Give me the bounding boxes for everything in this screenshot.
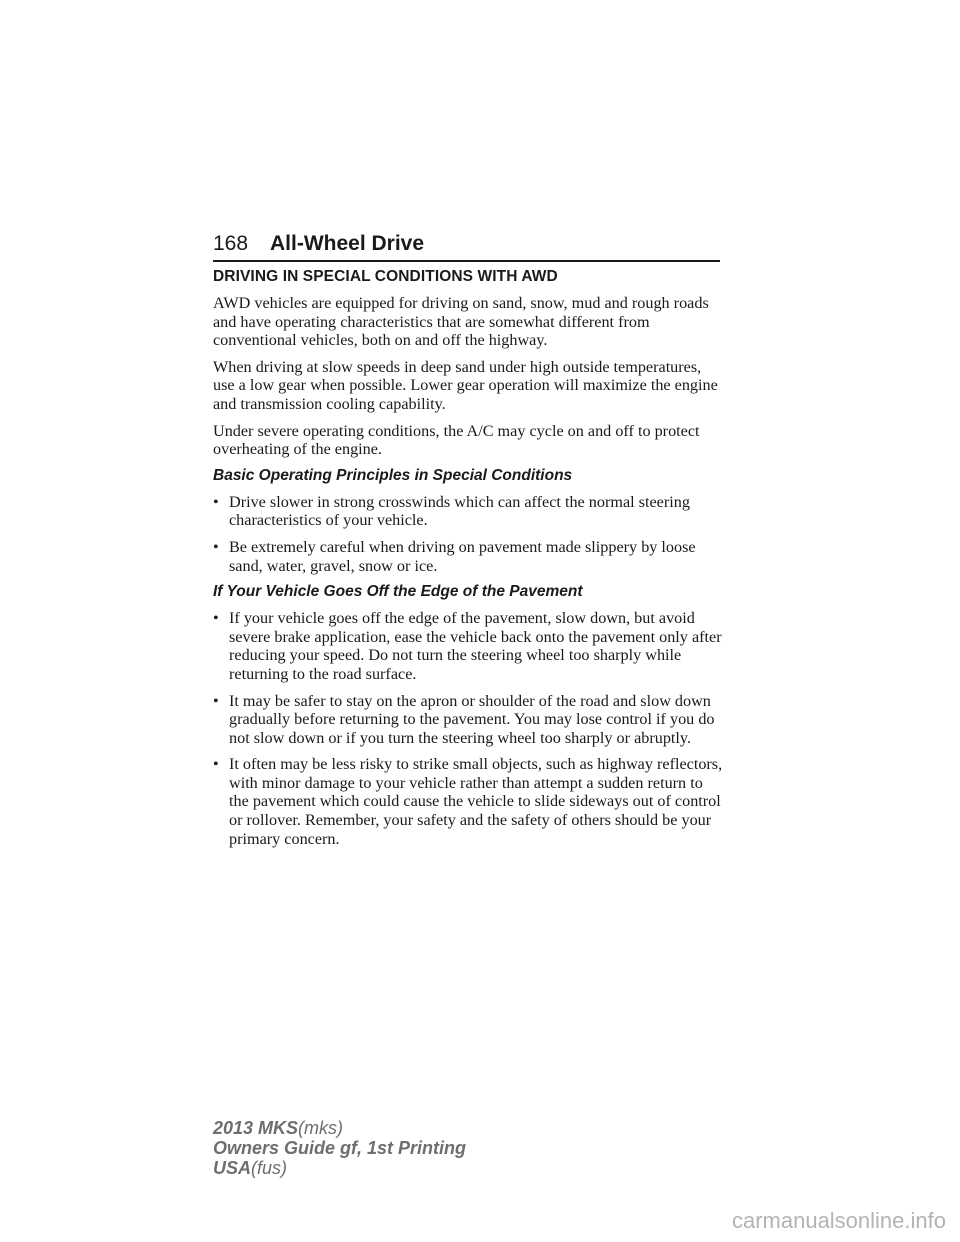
footer-line: [213, 1158, 466, 1178]
list-item-text: It often may be less risky to strike small objects, such as highway reflectors, with minor damage to your vehicle rather than attempt a sudden return to the pavement which could cause the vehicle to slide sideways out of control or rollover. Remember, your safety and the safety of others should be your primary concern.: [229, 755, 723, 848]
bullet-list: [213, 609, 723, 848]
chapter-title: All-Wheel Drive: [270, 232, 425, 255]
bullet-icon: •: [213, 609, 219, 628]
list-item-text: Be extremely careful when driving on pavement made slippery by loose sand, water, gravel, snow or ice.: [229, 537, 696, 575]
paragraph: Under severe operating conditions, the A/C may cycle on and off to protect overheating of the engine.: [213, 421, 700, 459]
print-info-footer: [213, 1118, 466, 1178]
paragraph: AWD vehicles are equipped for driving on sand, snow, mud and rough roads and have operating characteristics that are somewhat different from conventional vehicles, both on and off the highway.: [213, 294, 709, 350]
bullet-icon: •: [213, 537, 219, 556]
list-item: [213, 493, 723, 530]
bullet-list: [213, 493, 723, 575]
section-heading: DRIVING IN SPECIAL CONDITIONS WITH AWD: [213, 268, 558, 285]
bullet-icon: •: [213, 492, 219, 511]
page-number: 168: [213, 232, 249, 255]
watermark-text: carmanualsonline.info: [731, 1208, 946, 1233]
region-code: (fus): [251, 1158, 288, 1178]
list-item-text: It may be safer to stay on the apron or shoulder of the road and slow down gradually before returning to the pavement. You may lose control if you do not slow down or if you turn the steering wheel too sharply or abruptly.: [229, 691, 715, 747]
subsection-heading: Basic Operating Principles in Special Conditions: [213, 466, 573, 484]
paragraph: When driving at slow speeds in deep sand under high outside temperatures, use a low gear when possible. Lower gear operation will maximize the engine and transmission cooling capability.: [213, 357, 718, 413]
page-content: [213, 268, 723, 856]
model-code: (mks): [298, 1118, 344, 1138]
list-item-text: If your vehicle goes off the edge of the pavement, slow down, but avoid severe brake application, ease the vehicle back onto the pavement only after reducing your speed. Do not turn the steering wheel too sharply while returning to the road surface.: [229, 609, 722, 683]
subsection-heading: If Your Vehicle Goes Off the Edge of the Pavement: [213, 583, 583, 601]
list-item: [213, 755, 723, 848]
list-item: [213, 609, 723, 683]
list-item-text: Drive slower in strong crosswinds which can affect the normal steering characteristics of your vehicle.: [229, 492, 690, 530]
footer-line: [213, 1118, 466, 1138]
printing-label: Owners Guide gf, 1st Printing: [213, 1138, 467, 1158]
bullet-icon: •: [213, 691, 219, 710]
model-label: 2013 MKS: [213, 1118, 299, 1138]
page-header: [213, 230, 720, 262]
region-label: USA: [213, 1158, 252, 1178]
list-item: [213, 538, 723, 575]
list-item: [213, 692, 723, 748]
bullet-icon: •: [213, 755, 219, 774]
